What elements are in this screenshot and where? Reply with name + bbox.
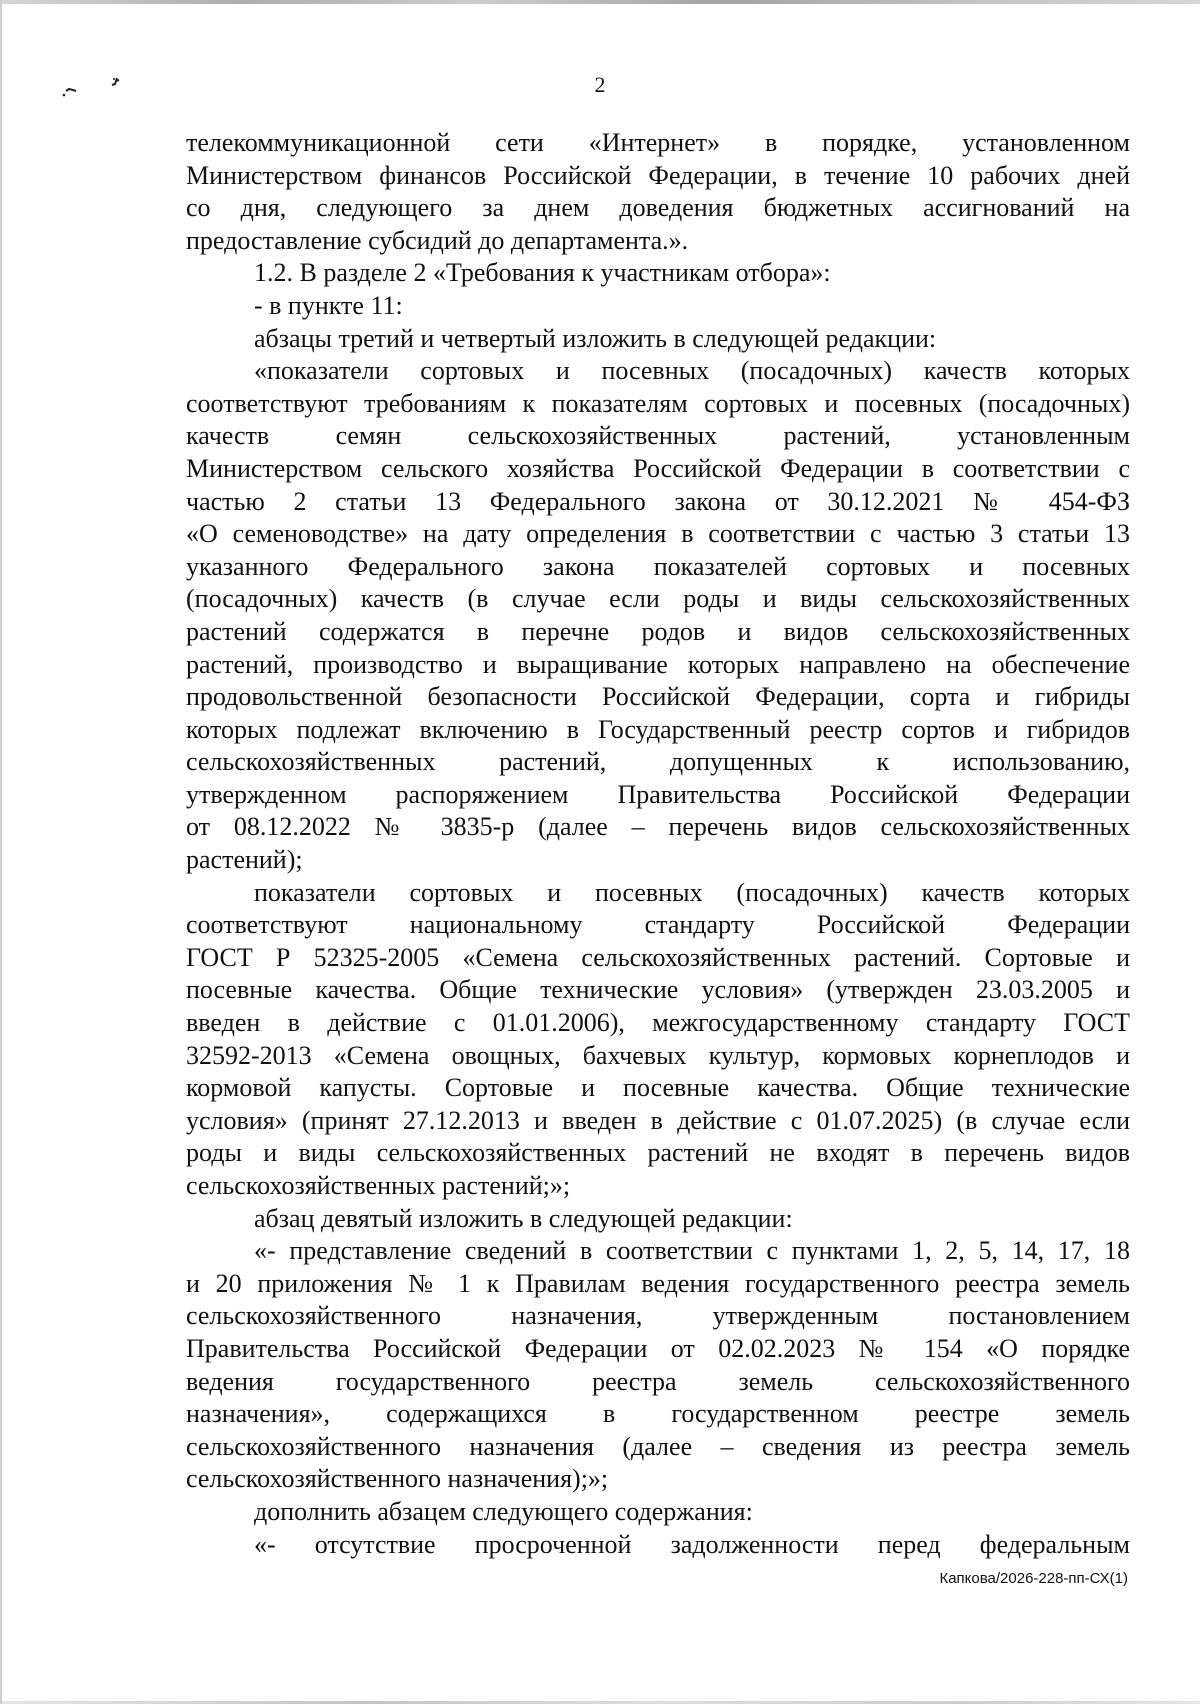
text-line: ведения государственного реестра земель сельскохозяйственного <box>186 1366 1130 1396</box>
text-line: «- отсутствие просроченной задолженности перед федеральным <box>254 1529 1130 1559</box>
text-line: «показатели сортовых и посевных (посадочных) качеств которых <box>254 356 1130 386</box>
text-line: телекоммуникационной сети «Интернет» в порядке, установленном <box>186 128 1130 157</box>
scan-edge-left <box>0 0 2 1704</box>
text-line: утвержденном распоряжением Правительства Российской Федерации <box>186 779 1130 809</box>
text-line: сельскохозяйственных растений;»; <box>186 1171 571 1200</box>
scan-edge-top <box>0 0 1200 4</box>
text-line: 32592-2013 «Семена овощных, бахчевых культур, кормовых корнеплодов и <box>186 1040 1130 1070</box>
para-3 <box>186 290 1130 323</box>
para-6 <box>186 877 1130 1203</box>
text-line: сельскохозяйственного назначения, утвержденным постановлением <box>186 1301 1130 1331</box>
text-line: ГОСТ Р 52325-2005 «Семена сельскохозяйственных растений. Сортовые и <box>186 942 1130 972</box>
text-line: «- представление сведений в соответствии с пунктами 1, 2, 5, 14, 17, 18 <box>254 1236 1130 1266</box>
text-line: растений содержатся в перечне родов и видов сельскохозяйственных <box>186 616 1130 646</box>
para-9 <box>186 1496 1130 1529</box>
text-line: абзац девятый изложить в следующей редакции: <box>254 1203 793 1233</box>
text-line: со дня, следующего за днем доведения бюджетных ассигнований на <box>186 193 1130 223</box>
document-body <box>186 127 1130 1561</box>
text-line: дополнить абзацем следующего содержания: <box>254 1496 753 1526</box>
para-1 <box>186 127 1130 257</box>
text-line: соответствуют национальному стандарту Российской Федерации <box>186 910 1130 940</box>
text-line: «О семеноводстве» на дату определения в соответствии с частью 3 статьи 13 <box>186 519 1130 549</box>
text-line: роды и виды сельскохозяйственных растений не входят в перечень видов <box>186 1138 1130 1168</box>
text-line: Министерством финансов Российской Федерации, в течение 10 рабочих дней <box>186 160 1130 190</box>
text-line: сельскохозяйственных растений, допущенных к использованию, <box>186 747 1130 777</box>
text-line: растений, производство и выращивание которых направлено на обеспечение <box>186 649 1130 679</box>
text-line: частью 2 статьи 13 Федерального закона от 30.12.2021 № 454-ФЗ <box>186 486 1130 516</box>
text-line: абзацы третий и четвертый изложить в следующей редакции: <box>254 323 937 353</box>
page-number: 2 <box>594 72 606 97</box>
text-line: продовольственной безопасности Российской Федерации, сорта и гибриды <box>186 682 1130 712</box>
para-10 <box>186 1529 1130 1562</box>
text-line: назначения», содержащихся в государственном реестре земель <box>186 1399 1130 1429</box>
para-5 <box>186 355 1130 877</box>
text-line: 1.2. В разделе 2 «Требования к участникам отбора»: <box>254 258 831 288</box>
document-footer-code: Капкова/2026-228-пп-СХ(1) <box>939 1570 1128 1587</box>
text-line: введен в действие с 01.01.2006), межгосударственному стандарту ГОСТ <box>186 1008 1130 1038</box>
text-line: растений); <box>186 845 303 875</box>
text-line: Министерством сельского хозяйства Российской Федерации в соответствии с <box>186 453 1130 483</box>
text-line: соответствуют требованиям к показателям сортовых и посевных (посадочных) <box>186 388 1130 418</box>
para-2 <box>186 257 1130 290</box>
text-line: сельскохозяйственного назначения (далее – сведения из реестра земель <box>186 1431 1130 1461</box>
text-line: посевные качества. Общие технические условия» (утвержден 23.03.2005 и <box>186 975 1130 1005</box>
text-line: (посадочных) качеств (в случае если роды и виды сельскохозяйственных <box>186 584 1130 614</box>
text-line: от 08.12.2022 № 3835-р (далее – перечень видов сельскохозяйственных <box>186 812 1130 842</box>
text-line: качеств семян сельскохозяйственных растений, установленным <box>186 421 1130 451</box>
text-line: - в пункте 11: <box>254 290 403 320</box>
para-4 <box>186 323 1130 356</box>
text-line: условия» (принят 27.12.2013 и введен в действие с 01.07.2025) (в случае если <box>186 1105 1130 1135</box>
text-line: кормовой капусты. Сортовые и посевные качества. Общие технические <box>186 1073 1130 1103</box>
para-7 <box>186 1203 1130 1236</box>
text-line: которых подлежат включению в Государственный реестр сортов и гибридов <box>186 714 1130 744</box>
text-line: указанного Федерального закона показателей сортовых и посевных <box>186 551 1130 581</box>
para-8 <box>186 1235 1130 1496</box>
text-line: показатели сортовых и посевных (посадочных) качеств которых <box>254 877 1130 907</box>
text-line: предоставление субсидий до департамента.». <box>186 225 689 255</box>
text-line: Правительства Российской Федерации от 02.02.2023 № 154 «О порядке <box>186 1333 1130 1363</box>
text-line: и 20 приложения № 1 к Правилам ведения государственного реестра земель <box>186 1268 1130 1298</box>
text-line: сельскохозяйственного назначения);»; <box>186 1464 609 1494</box>
